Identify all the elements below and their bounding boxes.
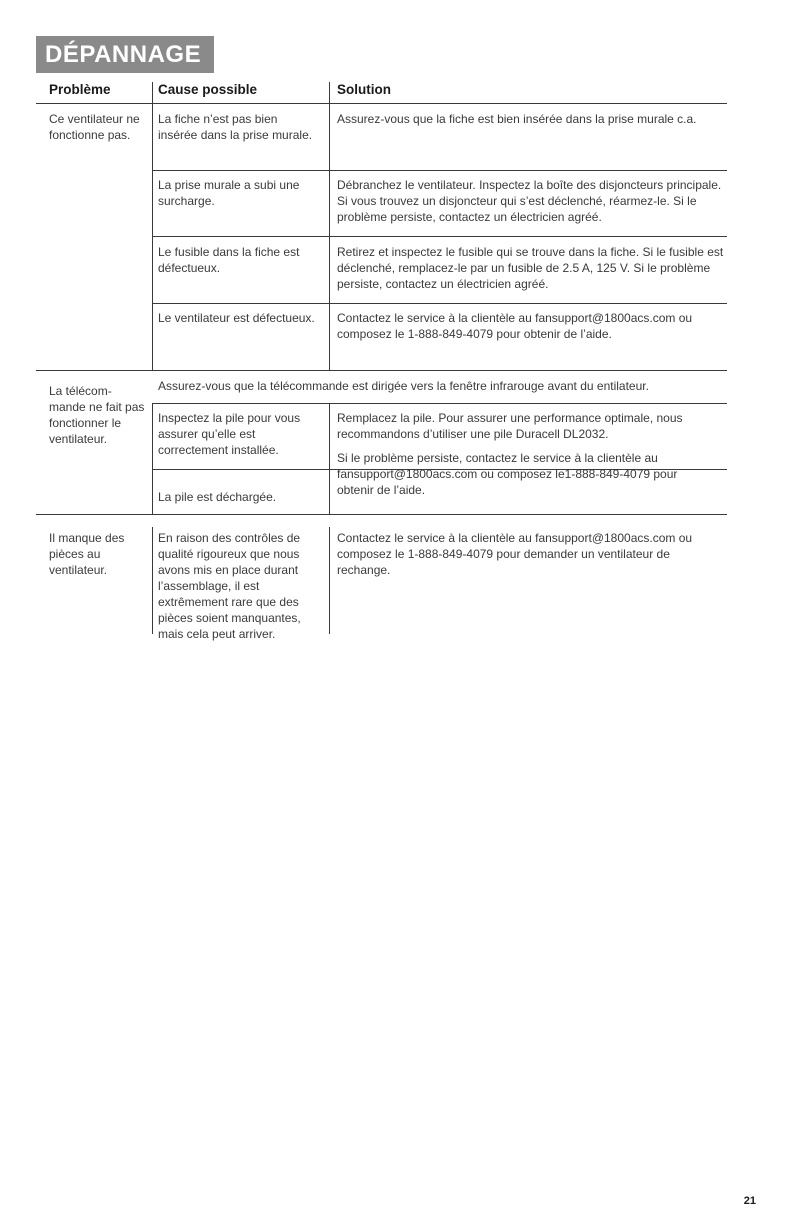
solution-cell: Retirez et inspectez le fusible qui se trouve dans la fiche. Si le fusible est déclenché, remplacez-le par un fusible de 2.5 A, 125 V. Si le problème persiste, contactez un électricien agréé. <box>337 245 724 291</box>
cause-cell: La pile est déchargée. <box>158 490 277 504</box>
cause-cell: Le ventilateur est défectueux. <box>158 311 315 325</box>
cause-cell: Le fusible dans la fiche est défectueux. <box>158 245 300 275</box>
header-solution: Solution <box>337 82 391 97</box>
problem-cell: Il manque des pièces au ventilateur. <box>49 531 125 577</box>
row-divider <box>152 303 727 304</box>
row-divider <box>152 170 727 171</box>
problem-cell: La télécom-mande ne fait pas fonctionner le ventilateur. <box>49 384 145 446</box>
header-problem: Problème <box>49 82 111 97</box>
row-divider <box>152 403 727 404</box>
section-divider <box>36 514 727 515</box>
cause-cell: La fiche n’est pas bien insérée dans la prise murale. <box>158 112 313 142</box>
column-divider <box>329 82 330 370</box>
column-divider <box>152 82 153 370</box>
solution-cell: Contactez le service à la clientèle au fansupport@1800acs.com ou composez le 1-888-849-4079 pour demander un ventilateur de rechange. <box>337 531 693 577</box>
column-divider <box>152 527 153 634</box>
solution-cell: Débranchez le ventilateur. Inspectez la boîte des disjoncteurs principale. Si vous trouvez un disjoncteur qui s’est déclenché, réarmez-le. Si le problème persiste, contactez un électricien agréé. <box>337 178 722 224</box>
header-rule <box>36 103 727 104</box>
page-number: 21 <box>743 1195 756 1207</box>
column-divider <box>329 403 330 514</box>
column-divider <box>329 527 330 634</box>
page-title: DÉPANNAGE <box>36 36 214 73</box>
cause-cell: Inspectez la pile pour vous assurer qu’elle est correctement installée. <box>158 411 301 457</box>
problem-cell: Ce ventilateur ne fonctionne pas. <box>49 112 140 142</box>
solution-cell: Si le problème persiste, contactez le service à la clientèle au fansupport@1800acs.com ou composez le1-888-849-4079 pour obtenir de l’aide. <box>337 451 678 497</box>
column-divider <box>152 403 153 514</box>
solution-cell: Contactez le service à la clientèle au fansupport@1800acs.com ou composez le 1-888-849-4079 pour obtenir de l’aide. <box>337 311 693 341</box>
section-divider <box>36 370 727 371</box>
span-note: Assurez-vous que la télécommande est dirigée vers la fenêtre infrarouge avant du entilateur. <box>158 379 649 393</box>
cause-cell: En raison des contrôles de qualité rigoureux que nous avons mis en place durant l’assemblage, il est extrêmement rare que des pièces soient manquantes, mais cela peut arriver. <box>158 531 301 641</box>
solution-cell: Assurez-vous que la fiche est bien insérée dans la prise murale c.a. <box>337 112 697 126</box>
cause-cell: La prise murale a subi une surcharge. <box>158 178 300 208</box>
header-cause: Cause possible <box>158 82 258 97</box>
solution-cell: Remplacez la pile. Pour assurer une performance optimale, nous recommandons d’utiliser une pile Duracell DL2032. <box>337 411 683 441</box>
row-divider <box>152 236 727 237</box>
